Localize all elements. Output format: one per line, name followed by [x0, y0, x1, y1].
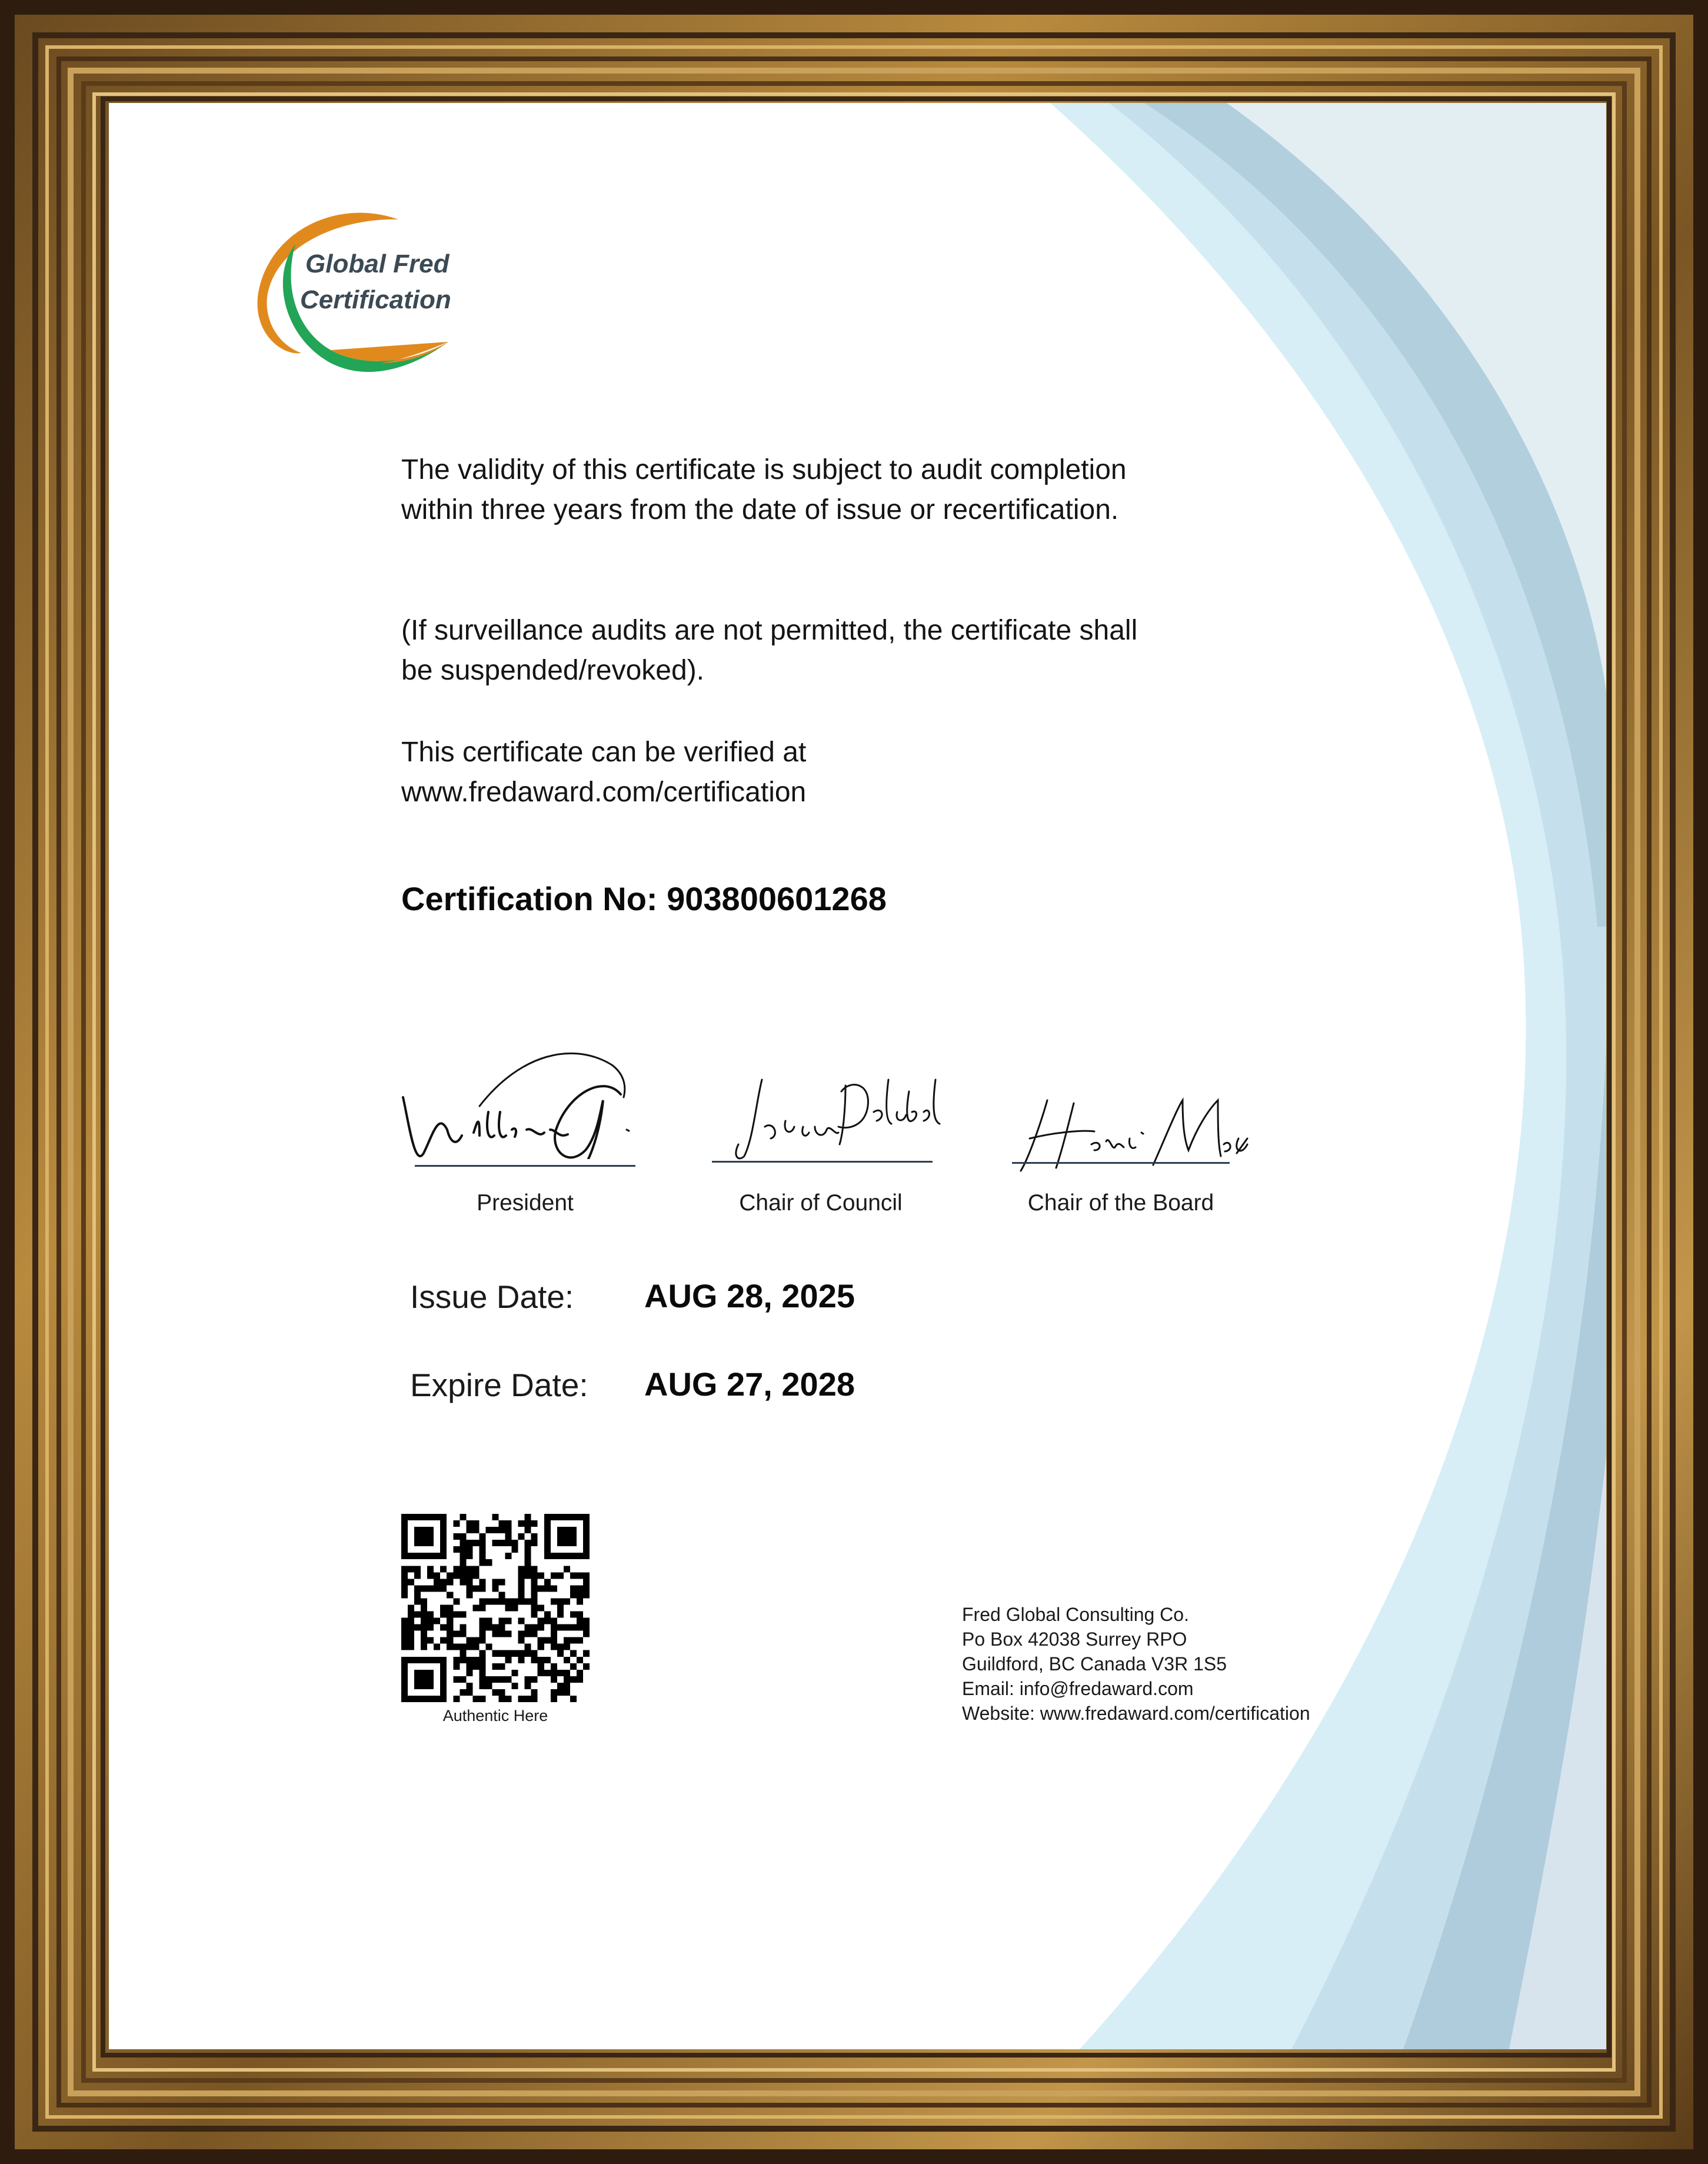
logo-text-line-2: Certification	[300, 285, 451, 314]
website-line[interactable]: Website: www.fredaward.com/certification	[962, 1703, 1310, 1724]
signature-chair-of-board	[1006, 1068, 1253, 1186]
signature-line-board	[1012, 1162, 1230, 1164]
signature-title-board: Chair of the Board	[1027, 1190, 1214, 1216]
logo-text-line-1: Global Fred	[305, 249, 450, 278]
verification-note	[401, 733, 1166, 813]
po-box: Po Box 42038 Surrey RPO	[962, 1629, 1187, 1650]
issue-date-value: AUG 28, 2025	[644, 1277, 855, 1314]
certification-number-label: Certification No:	[401, 880, 658, 917]
certification-number-value: 903800601268	[667, 880, 887, 917]
signature-chair-of-council	[709, 1056, 956, 1174]
verification-url: www.fredaward.com/certification	[401, 777, 807, 808]
signature-line-council	[712, 1161, 933, 1163]
certification-number	[401, 880, 887, 918]
signature-title-president: President	[477, 1190, 574, 1216]
signature-line-president	[415, 1165, 635, 1167]
validity-statement: The validity of this certificate is subject to audit completion within three years from the date of issue or recertification.	[401, 454, 1127, 525]
city-line: Guildford, BC Canada V3R 1S5	[962, 1653, 1227, 1674]
expire-date-value: AUG 27, 2028	[644, 1366, 855, 1403]
signature-title-council: Chair of Council	[739, 1190, 903, 1216]
company-logo	[254, 209, 484, 385]
qr-caption: Authentic Here	[442, 1707, 548, 1724]
verification-text: This certificate can be verified at	[401, 737, 807, 768]
qr-code[interactable]	[401, 1514, 590, 1702]
certificate-paper	[109, 103, 1606, 2049]
issue-date-label: Issue Date:	[410, 1279, 574, 1315]
contact-address	[962, 1602, 1310, 1726]
company-name: Fred Global Consulting Co.	[962, 1604, 1189, 1625]
expire-date-label: Expire Date:	[410, 1367, 588, 1403]
signature-president	[391, 1041, 638, 1159]
email-line[interactable]: Email: info@fredaward.com	[962, 1678, 1194, 1699]
surveillance-note: (If surveillance audits are not permitted, the certificate shall be suspended/revoked).	[401, 615, 1138, 686]
